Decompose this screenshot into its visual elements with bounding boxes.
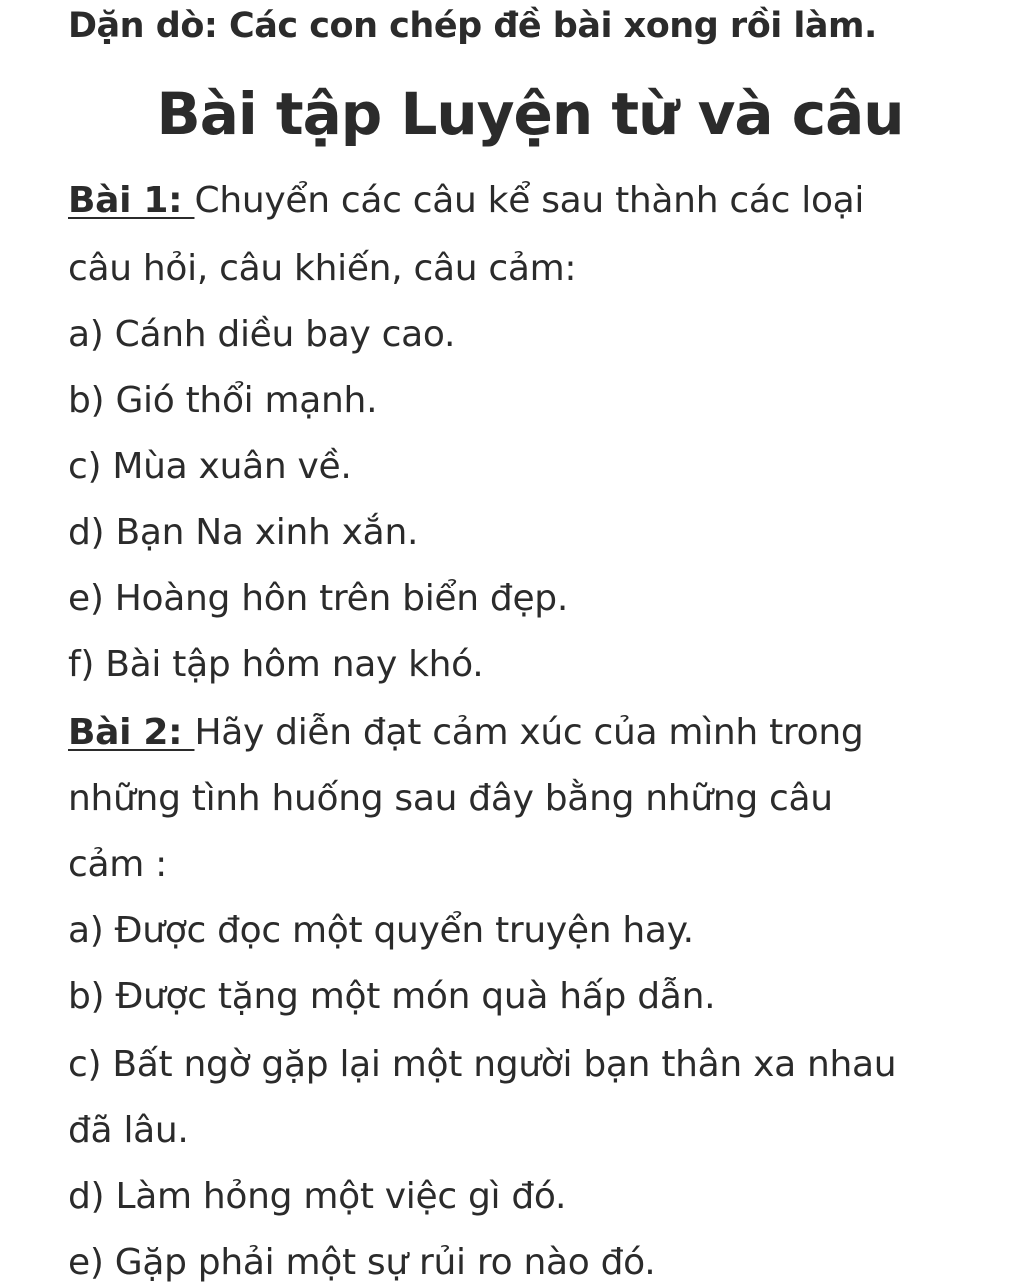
exercise-2-prompt bbox=[68, 708, 863, 758]
exercise-1-prompt-line-2: câu hỏi, câu khiến, câu cảm: bbox=[68, 248, 577, 289]
exercise-1-item-d: d) Bạn Na xinh xắn. bbox=[68, 512, 419, 553]
exercise-2-item-d: d) Làm hỏng một việc gì đó. bbox=[68, 1176, 567, 1217]
exercise-1-prompt-line-1: Chuyển các câu kể sau thành các loại bbox=[194, 180, 865, 221]
exercise-1-item-c: c) Mùa xuân về. bbox=[68, 446, 352, 487]
exercise-1-item-a: a) Cánh diều bay cao. bbox=[68, 314, 456, 355]
page-title: Bài tập Luyện từ và câu bbox=[156, 80, 904, 148]
exercise-2-prompt-line-1: Hãy diễn đạt cảm xúc của mình trong bbox=[194, 712, 864, 753]
exercise-2-item-e: e) Gặp phải một sự rủi ro nào đó. bbox=[68, 1242, 656, 1283]
exercise-1-item-b: b) Gió thổi mạnh. bbox=[68, 380, 378, 421]
exercise-2-item-b: b) Được tặng một món quà hấp dẫn. bbox=[68, 976, 716, 1017]
exercise-1-label: Bài 1: bbox=[68, 180, 195, 221]
exercise-2-item-c-continued: đã lâu. bbox=[68, 1110, 189, 1151]
exercise-1-item-f: f) Bài tập hôm nay khó. bbox=[68, 644, 484, 685]
exercise-2-prompt-line-3: cảm : bbox=[68, 844, 167, 885]
homework-note: Dặn dò: Các con chép đề bài xong rồi làm. bbox=[68, 6, 877, 46]
exercise-2-item-c: c) Bất ngờ gặp lại một người bạn thân xa nhau bbox=[68, 1044, 897, 1085]
exercise-2-item-a: a) Được đọc một quyển truyện hay. bbox=[68, 910, 694, 951]
exercise-1-prompt bbox=[68, 176, 864, 226]
exercise-2-prompt-line-2: những tình huống sau đây bằng những câu bbox=[68, 778, 833, 819]
exercise-2-label: Bài 2: bbox=[68, 712, 195, 753]
exercise-1-item-e: e) Hoàng hôn trên biển đẹp. bbox=[68, 578, 568, 619]
